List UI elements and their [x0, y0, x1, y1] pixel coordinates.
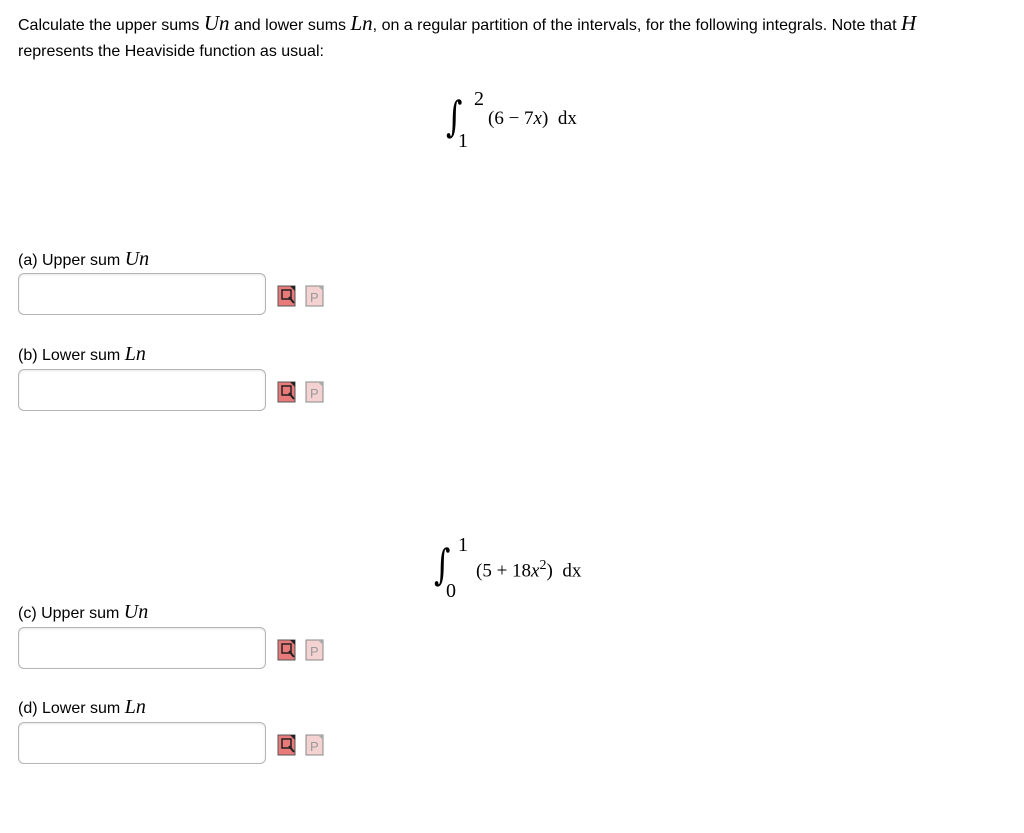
instructions [18, 10, 1024, 65]
integral-1 [440, 86, 640, 156]
integral-lower-limit: 1 [458, 130, 468, 152]
instructions-line-1: Calculate the upper sums Un and lower sums Ln, on a regular partition of the intervals, for the following integrals. Note that H [18, 11, 917, 35]
svg-text:P: P [310, 290, 319, 305]
formula-palette-icon[interactable] [305, 734, 325, 756]
answer-a-input[interactable] [18, 273, 266, 315]
formula-palette-icon[interactable] [305, 381, 325, 403]
question-b-label: (b) Lower sum Ln [18, 343, 146, 365]
svg-text:P: P [310, 644, 319, 659]
upper-sum-symbol: Un [203, 11, 230, 35]
formula-preview-icon[interactable] [277, 734, 297, 756]
integral-upper-limit: 2 [474, 88, 484, 110]
integral-2 [428, 530, 648, 600]
dx: dx [557, 108, 577, 129]
question-d-label: (d) Lower sum Ln [18, 696, 146, 718]
dx: dx [562, 560, 582, 582]
instructions-line-2: represents the Heaviside function as usual: [18, 43, 324, 60]
integral-sign: ∫ [446, 92, 463, 141]
formula-preview-icon[interactable] [277, 639, 297, 661]
lower-sum-symbol: Ln [350, 11, 373, 35]
question-a-label: (a) Upper sum Un [18, 248, 150, 270]
integrand: $(5 + 18x^2)$ dx [476, 558, 582, 582]
formula-preview-icon[interactable] [277, 381, 297, 403]
integral-lower-limit: 0 [446, 580, 456, 602]
answer-b-input[interactable] [18, 369, 266, 411]
integrand: (6 − 7x) dx [488, 108, 577, 129]
svg-text:P: P [310, 386, 319, 401]
answer-c-input[interactable] [18, 627, 266, 669]
formula-preview-icon[interactable] [277, 285, 297, 307]
formula-palette-icon[interactable] [305, 285, 325, 307]
integral-upper-limit: 1 [458, 534, 468, 556]
answer-d-input[interactable] [18, 722, 266, 764]
svg-text:P: P [310, 739, 319, 754]
integral-sign: ∫ [434, 540, 451, 589]
formula-palette-icon[interactable] [305, 639, 325, 661]
heaviside-symbol: H [900, 11, 917, 35]
question-c-label: (c) Upper sum Un [18, 601, 149, 623]
